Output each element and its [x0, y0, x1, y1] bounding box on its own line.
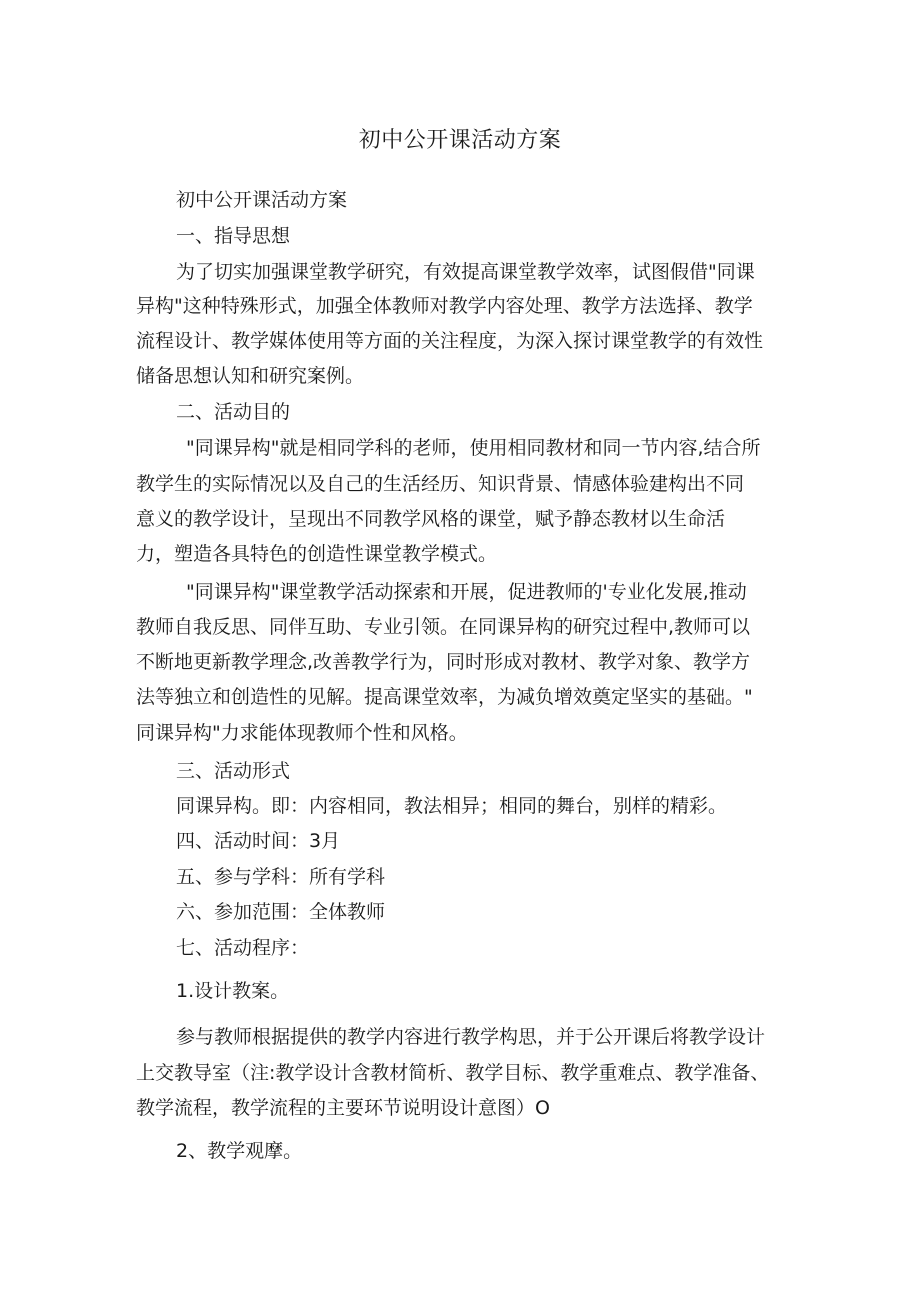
body-line: 流程设计、教学媒体使用等方面的关注程度，为深入探讨课堂教学的有效性 [136, 330, 764, 352]
section-heading: 三、活动形式 [176, 760, 291, 782]
body-line: 教师自我反思、同伴互助、专业引领。在同课异构的研究过程中,教师可以 [136, 616, 751, 638]
body-line: 教学流程，教学流程的主要环节说明设计意图）O [136, 1097, 550, 1119]
list-item: 2、教学观摩。 [176, 1140, 303, 1162]
body-line: 储备思想认知和研究案例。 [136, 365, 365, 387]
body-line: 同课异构。即：内容相同，教法相异；相同的舞台，别样的精彩。 [176, 795, 728, 817]
page-title: 初中公开课活动方案 [358, 128, 562, 153]
section-heading: 四、活动时间：3月 [176, 830, 341, 852]
body-line: 力，塑造各具特色的创造性课堂教学模式。 [136, 543, 498, 565]
list-item: 1.设计教案。 [176, 980, 290, 1002]
body-line: 不断地更新教学理念,改善教学行为，同时形成对教材、教学对象、教学方 [136, 651, 751, 673]
body-line: 初中公开课活动方案 [176, 189, 348, 211]
body-line: 为了切实加强课堂教学研究，有效提高课堂教学效率，试图假借"同课 [176, 261, 755, 283]
body-line: 法等独立和创造性的见解。提高课堂效率，为减负增效奠定坚实的基础。" [136, 686, 753, 708]
body-line: 教学生的实际情况以及自己的生活经历、知识背景、情感体验建构出不同 [136, 473, 745, 495]
section-heading: 一、指导思想 [176, 225, 291, 247]
section-heading: 五、参与学科：所有学科 [176, 866, 386, 888]
body-line: 异构"这种特殊形式，加强全体教师对教学内容处理、教学方法选择、教学 [136, 295, 753, 317]
body-line: "同课异构"课堂教学活动探索和开展，促进教师的'专业化发展,推动 [186, 581, 747, 603]
body-line: "同课异构"就是相同学科的老师，使用相同教材和同一节内容,结合所 [186, 437, 761, 459]
section-heading: 二、活动目的 [176, 401, 291, 423]
body-line: 意义的教学设计，呈现出不同教学风格的课堂，赋予静态教材以生命活 [136, 508, 726, 530]
section-heading: 七、活动程序： [176, 937, 310, 959]
section-heading: 六、参加范围：全体教师 [176, 901, 386, 923]
body-line: 参与教师根据提供的教学内容进行教学构思，并于公开课后将教学设计 [176, 1026, 766, 1048]
body-line: 同课异构"力求能体现教师个性和风格。 [136, 722, 468, 744]
body-line: 上交教导室（注:教学设计含教材简析、教学目标、教学重难点、教学准备、 [136, 1062, 770, 1084]
